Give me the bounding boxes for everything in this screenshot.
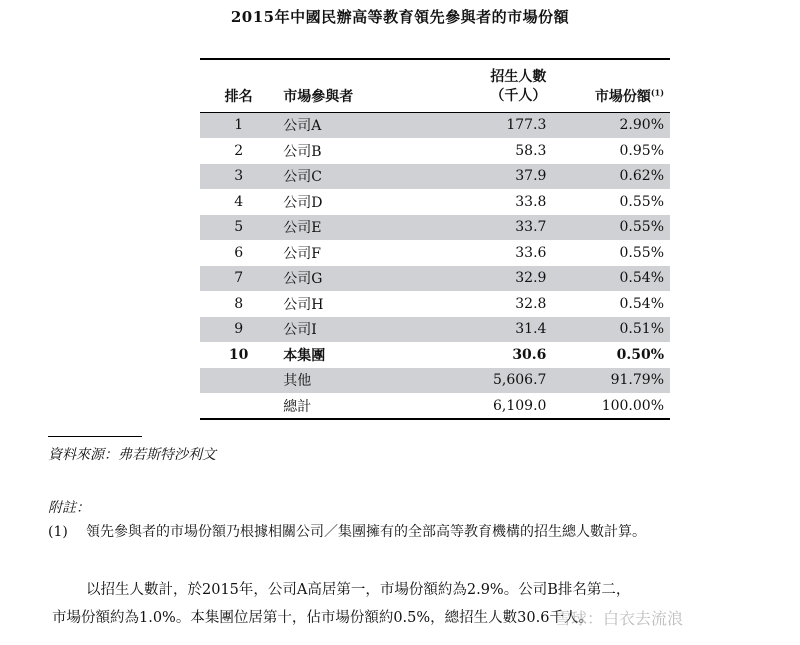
cell-share: 0.54%: [619, 295, 664, 312]
footnote-divider: [48, 436, 142, 437]
cell-share: 0.95%: [619, 142, 664, 159]
cell-share: 0.54%: [552, 266, 670, 292]
cell-rank: 2: [234, 142, 244, 159]
cell-share: 0.55%: [619, 244, 664, 261]
cell-enrollment: 5,606.7: [427, 368, 553, 394]
header-participant: 市場參與者: [277, 59, 426, 113]
table-row: [200, 393, 670, 419]
table-row: [200, 138, 670, 164]
cell-rank: 6: [234, 244, 244, 261]
cell-share: 2.90%: [552, 113, 670, 139]
cell-rank: 7: [200, 266, 277, 292]
table-row: [200, 342, 670, 368]
table-row: [200, 266, 670, 292]
cell-participant: 公司G: [277, 266, 426, 292]
market-share-table: [200, 58, 670, 420]
cell-participant: 公司C: [277, 164, 426, 190]
cell-participant: 公司H: [283, 296, 324, 313]
body-paragraph-line2: 市場份額約為1.0%。本集團位居第十，佔市場份額約0.5%，總招生人數30.6千人。: [52, 610, 593, 626]
header-rank: 排名: [200, 59, 277, 113]
cell-share: 0.55%: [552, 215, 670, 241]
cell-participant: 總計: [283, 398, 312, 415]
cell-enrollment: 6,109.0: [492, 397, 547, 414]
cell-share: 0.55%: [619, 193, 664, 210]
cell-participant: 公司E: [277, 215, 426, 241]
table-row: [200, 113, 670, 139]
table-row: [200, 291, 670, 317]
cell-rank: 5: [200, 215, 277, 241]
source-note: 資料來源：弗若斯特沙利文: [48, 447, 216, 463]
footnote-1-number: (1): [48, 524, 68, 540]
cell-participant: 其他: [277, 368, 426, 394]
table-header-row: [200, 59, 670, 113]
cell-enrollment: 33.8: [515, 193, 547, 210]
cell-rank: 8: [234, 295, 244, 312]
cell-share: 100.00%: [601, 397, 664, 414]
cell-enrollment: 32.8: [515, 295, 547, 312]
cell-share: 0.51%: [552, 317, 670, 343]
cell-rank: 10: [228, 346, 249, 363]
cell-participant: 本集團: [283, 347, 326, 364]
cell-enrollment: 37.9: [427, 164, 553, 190]
table-row: [200, 189, 670, 215]
cell-share: 0.62%: [552, 164, 670, 190]
footnote-marker: (1): [650, 87, 664, 98]
cell-rank: 1: [200, 113, 277, 139]
cell-participant: 公司B: [283, 143, 322, 160]
notes-heading: 附註：: [48, 500, 90, 516]
cell-rank: 9: [200, 317, 277, 343]
cell-rank: 4: [234, 193, 244, 210]
cell-rank: [200, 393, 277, 419]
cell-enrollment: 33.7: [427, 215, 553, 241]
header-enrollment: [427, 59, 553, 113]
cell-rank: [200, 368, 277, 394]
watermark: 雪球：白衣去流浪: [555, 609, 684, 628]
cell-enrollment: 177.3: [427, 113, 553, 139]
table-row: [200, 240, 670, 266]
header-enrollment-line1: 招生人數: [490, 69, 547, 85]
cell-participant: 公司I: [277, 317, 426, 343]
header-enrollment-line2: （千人）: [490, 88, 547, 104]
footnote-1-text: 領先參與者的市場份額乃根據相關公司／集團擁有的全部高等教育機構的招生總人數計算。: [86, 524, 646, 540]
cell-participant: 公司F: [283, 245, 322, 262]
cell-share: 91.79%: [552, 368, 670, 394]
cell-participant: 公司A: [277, 113, 426, 139]
cell-enrollment: 30.6: [512, 346, 547, 363]
cell-enrollment: 31.4: [427, 317, 553, 343]
page-title: 2015年中國民辦高等教育領先參與者的市場份額: [230, 8, 570, 26]
cell-participant: 公司D: [283, 194, 323, 211]
cell-enrollment: 58.3: [515, 142, 547, 159]
table-row: [200, 368, 670, 394]
cell-enrollment: 33.6: [515, 244, 547, 261]
table-row: [200, 164, 670, 190]
header-share: 市場份額$^{(1)}$: [552, 59, 670, 113]
cell-share: 0.50%: [616, 346, 664, 363]
table-row: [200, 317, 670, 343]
cell-enrollment: 32.9: [427, 266, 553, 292]
footnote-1: [48, 521, 646, 541]
cell-rank: 3: [200, 164, 277, 190]
body-paragraph-line1: 以招生人數計，於2015年，公司A高居第一，市場份額約為2.9%。公司B排名第二，: [86, 582, 631, 598]
table-row: [200, 215, 670, 241]
